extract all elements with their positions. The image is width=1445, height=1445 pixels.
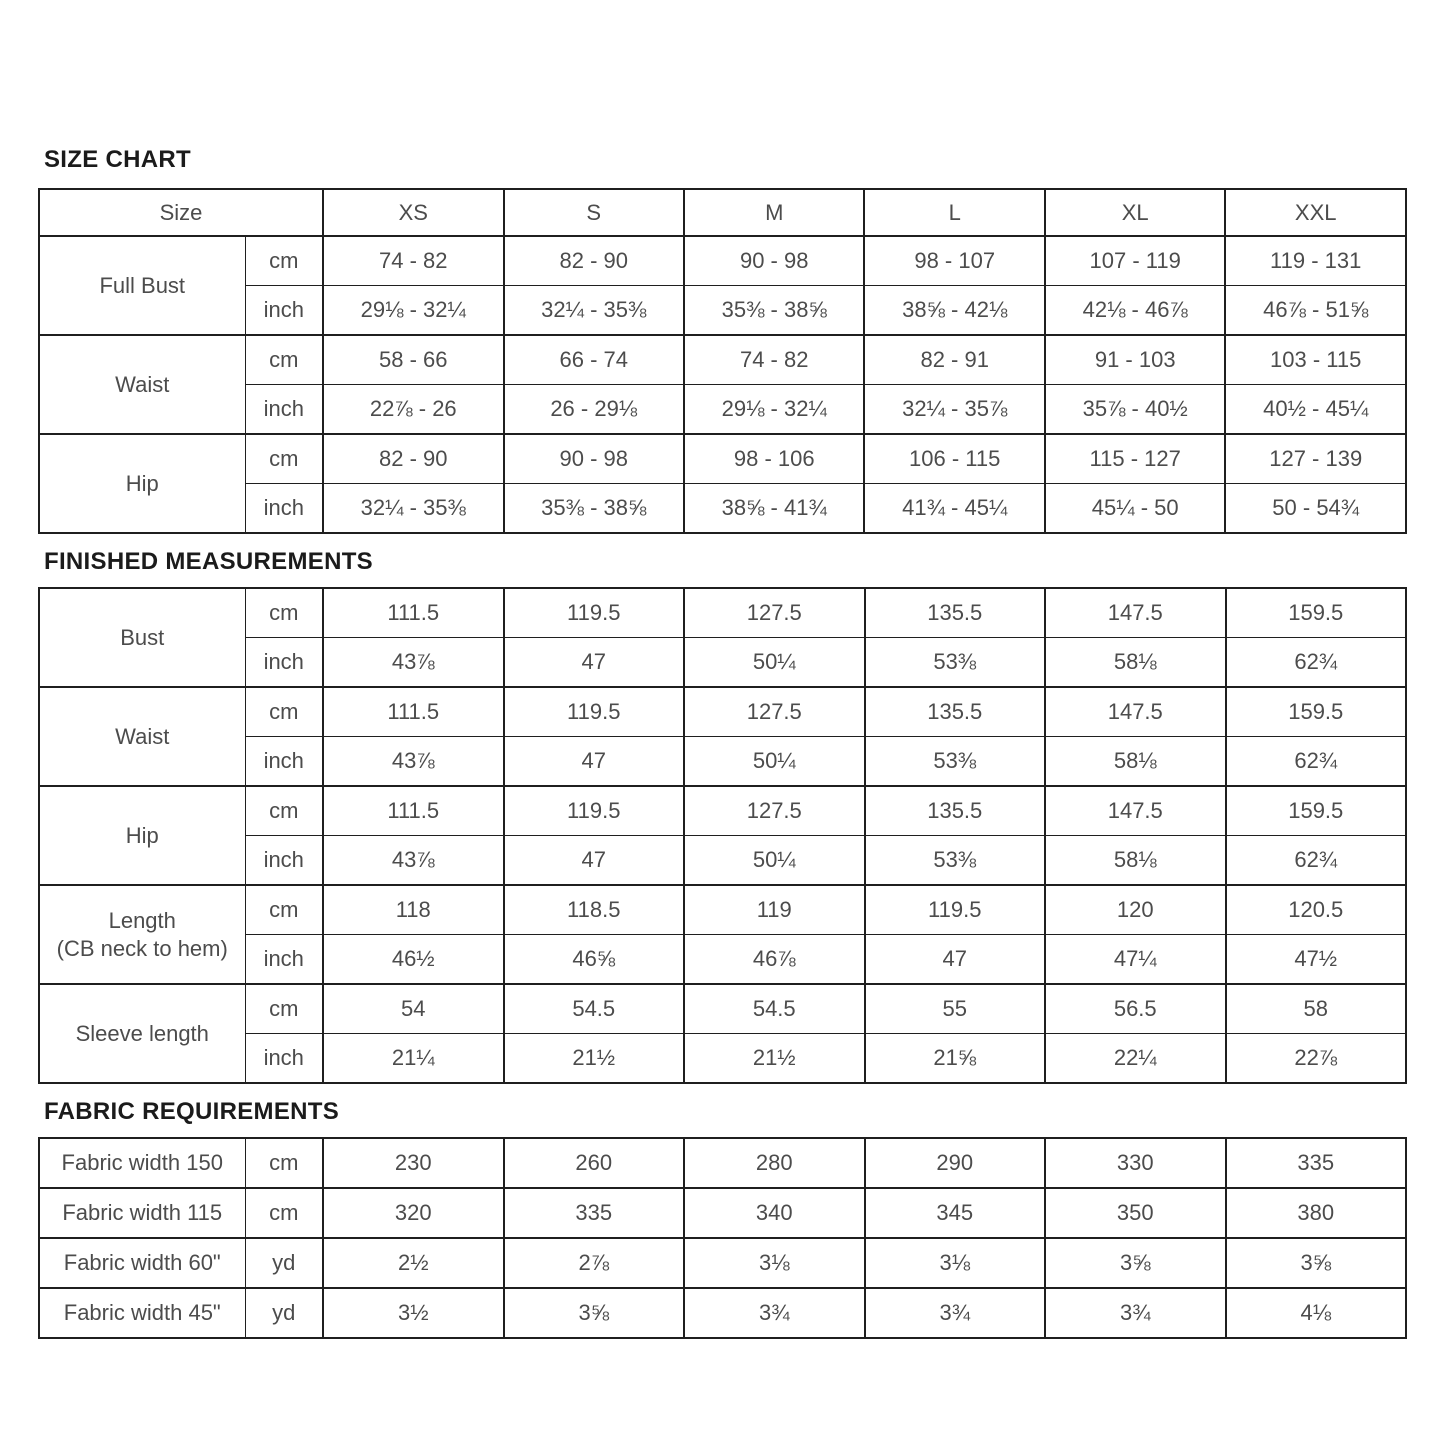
fm-waist-cm-row <box>39 687 1406 737</box>
value-cell: 147.5 <box>1045 588 1226 638</box>
unit-cell: cm <box>245 1188 323 1238</box>
fm-waist-inch-row <box>39 737 1406 787</box>
value-cell: 98 - 106 <box>684 434 864 484</box>
value-cell: 350 <box>1045 1188 1226 1238</box>
value-cell: 3⅝ <box>1045 1238 1226 1288</box>
value-cell: 32¼ - 35⅞ <box>864 385 1044 435</box>
value-cell: 3⅛ <box>865 1238 1046 1288</box>
sleeve-cm-row <box>39 984 1406 1034</box>
sleeve-inch-row <box>39 1034 1406 1084</box>
value-cell: 111.5 <box>323 687 504 737</box>
fabric-width-60-row <box>39 1238 1406 1288</box>
fm-hip-inch-row <box>39 836 1406 886</box>
value-cell: 47¼ <box>1045 935 1226 985</box>
value-cell: 50¼ <box>684 836 865 886</box>
value-cell: 127 - 139 <box>1225 434 1406 484</box>
value-cell: 119 <box>684 885 865 935</box>
value-cell: 127.5 <box>684 588 865 638</box>
row-label-hip: Hip <box>39 434 245 533</box>
value-cell: 21½ <box>504 1034 685 1084</box>
value-cell: 22⅞ - 26 <box>323 385 503 435</box>
size-col-header-l: L <box>864 189 1044 236</box>
unit-cell: cm <box>245 434 323 484</box>
value-cell: 45¼ - 50 <box>1045 484 1225 534</box>
value-cell: 58 - 66 <box>323 335 503 385</box>
value-cell: 53⅜ <box>865 638 1046 688</box>
unit-cell: cm <box>245 335 323 385</box>
value-cell: 50¼ <box>684 737 865 787</box>
value-cell: 21½ <box>684 1034 865 1084</box>
row-label-fabric-width-45: Fabric width 45" <box>39 1288 245 1338</box>
value-cell: 53⅜ <box>865 836 1046 886</box>
value-cell: 35⅜ - 38⅝ <box>504 484 684 534</box>
fabric-requirements-table <box>38 1137 1407 1339</box>
value-cell: 107 - 119 <box>1045 236 1225 286</box>
value-cell: 46⅞ <box>684 935 865 985</box>
row-label-bust: Bust <box>39 588 245 687</box>
value-cell: 21⅝ <box>865 1034 1046 1084</box>
value-cell: 50¼ <box>684 638 865 688</box>
length-inch-row <box>39 935 1406 985</box>
value-cell: 47 <box>504 737 685 787</box>
value-cell: 29⅛ - 32¼ <box>684 385 864 435</box>
length-cm-row <box>39 885 1406 935</box>
value-cell: 260 <box>504 1138 685 1188</box>
value-cell: 46⅝ <box>504 935 685 985</box>
size-chart-title: SIZE CHART <box>44 146 191 173</box>
value-cell: 46⅞ - 51⅝ <box>1225 286 1406 336</box>
value-cell: 90 - 98 <box>684 236 864 286</box>
unit-cell: cm <box>245 1138 323 1188</box>
unit-cell: cm <box>245 687 323 737</box>
unit-cell: inch <box>245 484 323 534</box>
value-cell: 38⅝ - 41¾ <box>684 484 864 534</box>
value-cell: 32¼ - 35⅜ <box>323 484 503 534</box>
value-cell: 47½ <box>1226 935 1407 985</box>
hip-cm-row <box>39 434 1406 484</box>
value-cell: 127.5 <box>684 786 865 836</box>
value-cell: 3¾ <box>684 1288 865 1338</box>
value-cell: 120 <box>1045 885 1226 935</box>
size-chart-header-row <box>39 189 1406 236</box>
row-label-fabric-width-60: Fabric width 60" <box>39 1238 245 1288</box>
value-cell: 119.5 <box>865 885 1046 935</box>
finished-measurements-title: FINISHED MEASUREMENTS <box>44 548 373 575</box>
value-cell: 335 <box>1226 1138 1407 1188</box>
row-label-fabric-width-150: Fabric width 150 <box>39 1138 245 1188</box>
value-cell: 119.5 <box>504 687 685 737</box>
value-cell: 120.5 <box>1226 885 1407 935</box>
unit-cell: yd <box>245 1288 323 1338</box>
row-label-fabric-width-115: Fabric width 115 <box>39 1188 245 1238</box>
unit-cell: inch <box>245 286 323 336</box>
value-cell: 32¼ - 35⅜ <box>504 286 684 336</box>
value-cell: 47 <box>504 638 685 688</box>
finished-measurements-table <box>38 587 1407 1084</box>
value-cell: 47 <box>865 935 1046 985</box>
value-cell: 98 - 107 <box>864 236 1044 286</box>
value-cell: 74 - 82 <box>323 236 503 286</box>
value-cell: 54.5 <box>684 984 865 1034</box>
full-bust-inch-row <box>39 286 1406 336</box>
value-cell: 53⅜ <box>865 737 1046 787</box>
value-cell: 22¼ <box>1045 1034 1226 1084</box>
size-header-cell: Size <box>39 189 323 236</box>
hip-inch-row <box>39 484 1406 534</box>
row-label-waist: Waist <box>39 335 245 434</box>
fabric-width-150-row <box>39 1138 1406 1188</box>
unit-cell: inch <box>245 935 323 985</box>
value-cell: 43⅞ <box>323 836 504 886</box>
waist-cm-row <box>39 335 1406 385</box>
bust-cm-row <box>39 588 1406 638</box>
value-cell: 2½ <box>323 1238 504 1288</box>
value-cell: 46½ <box>323 935 504 985</box>
unit-cell: inch <box>245 638 323 688</box>
value-cell: 111.5 <box>323 786 504 836</box>
value-cell: 58⅛ <box>1045 737 1226 787</box>
unit-cell: inch <box>245 385 323 435</box>
value-cell: 26 - 29⅛ <box>504 385 684 435</box>
value-cell: 56.5 <box>1045 984 1226 1034</box>
fabric-requirements-title: FABRIC REQUIREMENTS <box>44 1098 340 1125</box>
value-cell: 127.5 <box>684 687 865 737</box>
value-cell: 118.5 <box>504 885 685 935</box>
row-label-waist: Waist <box>39 687 245 786</box>
value-cell: 3⅛ <box>684 1238 865 1288</box>
value-cell: 47 <box>504 836 685 886</box>
value-cell: 335 <box>504 1188 685 1238</box>
value-cell: 62¾ <box>1226 638 1407 688</box>
value-cell: 147.5 <box>1045 786 1226 836</box>
value-cell: 55 <box>865 984 1046 1034</box>
unit-cell: cm <box>245 786 323 836</box>
value-cell: 119 - 131 <box>1225 236 1406 286</box>
value-cell: 82 - 90 <box>323 434 503 484</box>
value-cell: 40½ - 45¼ <box>1225 385 1406 435</box>
size-col-header-s: S <box>504 189 684 236</box>
unit-cell: cm <box>245 984 323 1034</box>
size-chart-table <box>38 188 1407 534</box>
value-cell: 106 - 115 <box>864 434 1044 484</box>
value-cell: 43⅞ <box>323 638 504 688</box>
unit-cell: inch <box>245 1034 323 1084</box>
value-cell: 340 <box>684 1188 865 1238</box>
value-cell: 135.5 <box>865 588 1046 638</box>
row-label-length-line2: (CB neck to hem) <box>56 935 228 961</box>
value-cell: 3⅝ <box>504 1288 685 1338</box>
value-cell: 159.5 <box>1226 687 1407 737</box>
value-cell: 3¾ <box>1045 1288 1226 1338</box>
value-cell: 118 <box>323 885 504 935</box>
value-cell: 74 - 82 <box>684 335 864 385</box>
value-cell: 147.5 <box>1045 687 1226 737</box>
value-cell: 119.5 <box>504 786 685 836</box>
unit-cell: inch <box>245 836 323 886</box>
value-cell: 22⅞ <box>1226 1034 1407 1084</box>
value-cell: 29⅛ - 32¼ <box>323 286 503 336</box>
value-cell: 41¾ - 45¼ <box>864 484 1044 534</box>
size-col-header-m: M <box>684 189 864 236</box>
value-cell: 159.5 <box>1226 786 1407 836</box>
value-cell: 82 - 91 <box>864 335 1044 385</box>
value-cell: 103 - 115 <box>1225 335 1406 385</box>
value-cell: 82 - 90 <box>504 236 684 286</box>
value-cell: 58 <box>1226 984 1407 1034</box>
value-cell: 135.5 <box>865 786 1046 836</box>
value-cell: 230 <box>323 1138 504 1188</box>
value-cell: 58⅛ <box>1045 638 1226 688</box>
bust-inch-row <box>39 638 1406 688</box>
fabric-width-115-row <box>39 1188 1406 1238</box>
value-cell: 380 <box>1226 1188 1407 1238</box>
value-cell: 91 - 103 <box>1045 335 1225 385</box>
value-cell: 159.5 <box>1226 588 1407 638</box>
value-cell: 38⅝ - 42⅛ <box>864 286 1044 336</box>
full-bust-cm-row <box>39 236 1406 286</box>
value-cell: 62¾ <box>1226 737 1407 787</box>
unit-cell: cm <box>245 588 323 638</box>
unit-cell: cm <box>245 236 323 286</box>
value-cell: 54 <box>323 984 504 1034</box>
value-cell: 330 <box>1045 1138 1226 1188</box>
value-cell: 3¾ <box>865 1288 1046 1338</box>
value-cell: 4⅛ <box>1226 1288 1407 1338</box>
value-cell: 119.5 <box>504 588 685 638</box>
value-cell: 345 <box>865 1188 1046 1238</box>
size-col-header-xxl: XXL <box>1225 189 1406 236</box>
unit-cell: yd <box>245 1238 323 1288</box>
waist-inch-row <box>39 385 1406 435</box>
value-cell: 135.5 <box>865 687 1046 737</box>
value-cell: 90 - 98 <box>504 434 684 484</box>
size-col-header-xl: XL <box>1045 189 1225 236</box>
value-cell: 35⅜ - 38⅝ <box>684 286 864 336</box>
value-cell: 54.5 <box>504 984 685 1034</box>
row-label-length-line1: Length <box>108 908 176 933</box>
value-cell: 62¾ <box>1226 836 1407 886</box>
fm-hip-cm-row <box>39 786 1406 836</box>
value-cell: 66 - 74 <box>504 335 684 385</box>
unit-cell: inch <box>245 737 323 787</box>
value-cell: 43⅞ <box>323 737 504 787</box>
value-cell: 21¼ <box>323 1034 504 1084</box>
unit-cell: cm <box>245 885 323 935</box>
value-cell: 35⅞ - 40½ <box>1045 385 1225 435</box>
size-col-header-xs: XS <box>323 189 503 236</box>
row-label-full-bust: Full Bust <box>39 236 245 335</box>
value-cell: 50 - 54¾ <box>1225 484 1406 534</box>
value-cell: 320 <box>323 1188 504 1238</box>
row-label-length <box>39 885 245 984</box>
value-cell: 2⅞ <box>504 1238 685 1288</box>
value-cell: 290 <box>865 1138 1046 1188</box>
row-label-hip: Hip <box>39 786 245 885</box>
value-cell: 3½ <box>323 1288 504 1338</box>
value-cell: 3⅝ <box>1226 1238 1407 1288</box>
row-label-sleeve-length: Sleeve length <box>39 984 245 1083</box>
value-cell: 111.5 <box>323 588 504 638</box>
value-cell: 42⅛ - 46⅞ <box>1045 286 1225 336</box>
value-cell: 58⅛ <box>1045 836 1226 886</box>
value-cell: 115 - 127 <box>1045 434 1225 484</box>
value-cell: 280 <box>684 1138 865 1188</box>
fabric-width-45-row <box>39 1288 1406 1338</box>
